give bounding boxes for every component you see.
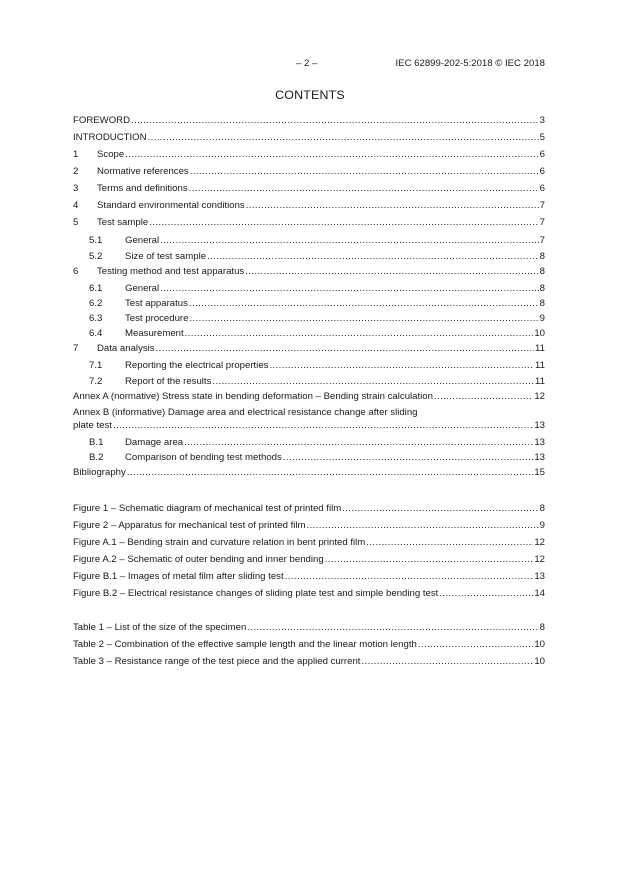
toc-entry-scope[interactable]: 1 Scope ..... 6 [73, 148, 545, 161]
dot-leader [361, 655, 533, 668]
page-header [0, 58, 620, 72]
dot-leader [190, 165, 539, 178]
toc-entry-5-1-general[interactable]: 5.1 General ..... 7 [73, 234, 545, 247]
dot-leader [160, 234, 539, 247]
dot-leader [307, 519, 539, 532]
dot-leader [131, 114, 539, 127]
list-of-figures-entry[interactable]: Figure 2 – Apparatus for mechanical test of printed film ..... 9 [73, 519, 545, 532]
page-ref: 8 [539, 298, 545, 309]
page-title: CONTENTS [275, 88, 345, 102]
dot-leader [247, 621, 538, 634]
toc-entry-standard-environmental-conditions[interactable]: 4 Standard environmental conditions ..... 7 [73, 199, 545, 212]
toc-entry-6-1-general[interactable]: 6.1 General ..... 8 [73, 282, 545, 295]
page-ref: 7 [539, 200, 545, 211]
dot-leader [148, 131, 539, 144]
section-number: 5.1 [89, 235, 103, 246]
section-number: 6.4 [89, 328, 103, 339]
toc-entry-7-2-report-of-results[interactable]: 7.2 Report of the results ..... 11 [73, 375, 545, 388]
page-ref: 12 [534, 554, 545, 565]
page-ref: 6 [539, 183, 545, 194]
section-number: 5.2 [89, 251, 103, 262]
page-ref: 9 [539, 313, 545, 324]
toc-entry-test-sample[interactable]: 5 Test sample ..... 7 [73, 216, 545, 229]
page-ref: 5 [539, 132, 545, 143]
section-number: 4 [73, 200, 79, 211]
page-ref: 8 [539, 622, 545, 633]
dot-leader [212, 375, 534, 388]
document-id: IEC 62899-202-5:2018 © IEC 2018 [395, 58, 545, 69]
dot-leader [149, 216, 538, 229]
page-ref: 8 [539, 251, 545, 262]
dot-leader [366, 536, 533, 549]
section-number: 7.2 [89, 376, 103, 387]
page-ref: 6 [539, 166, 545, 177]
section-number: B.1 [89, 437, 104, 448]
page-ref: 10 [534, 328, 545, 339]
page-ref: 12 [534, 391, 545, 402]
page-ref: 10 [534, 639, 545, 650]
page-ref: 11 [535, 360, 545, 371]
toc-entry-5-2-size-of-test-sample[interactable]: 5.2 Size of test sample ..... 8 [73, 250, 545, 263]
page-ref: 7 [539, 217, 545, 228]
page-ref: 13 [534, 452, 545, 463]
page-ref: 9 [539, 520, 545, 531]
dot-leader [285, 570, 534, 583]
section-number: 3 [73, 183, 79, 194]
page-ref: 8 [539, 503, 545, 514]
toc-entry-bibliography[interactable]: Bibliography ..... 15 [73, 466, 545, 479]
page-ref: 8 [539, 266, 545, 277]
toc-entry-terms-and-definitions[interactable]: 3 Terms and definitions ..... 6 [73, 182, 545, 195]
page-ref: 15 [534, 467, 545, 478]
dot-leader [246, 199, 539, 212]
page-ref: 13 [534, 420, 545, 431]
toc-entry-annex-a[interactable]: Annex A (normative) Stress state in bending deformation – Bending strain calculation ..... 12 [73, 390, 545, 403]
section-number: 6.1 [89, 283, 103, 294]
page-ref: 6 [539, 149, 545, 160]
list-of-tables-entry[interactable]: Table 1 – List of the size of the specimen ..... 8 [73, 621, 545, 634]
dot-leader [113, 419, 533, 432]
section-number: 6.3 [89, 313, 103, 324]
toc-entry-b-2-comparison[interactable]: B.2 Comparison of bending test methods ..... 13 [73, 451, 545, 464]
dot-leader [189, 182, 539, 195]
dot-leader [185, 327, 534, 340]
list-of-figures-entry[interactable]: Figure B.1 – Images of metal film after sliding test ..... 13 [73, 570, 545, 583]
toc-entry-data-analysis[interactable]: 7 Data analysis ..... 11 [73, 342, 545, 355]
dot-leader [125, 148, 538, 161]
dot-leader [189, 312, 538, 325]
toc-entry-normative-references[interactable]: 2 Normative references ..... 6 [73, 165, 545, 178]
section-number: 1 [73, 149, 79, 160]
page-ref: 11 [535, 343, 545, 354]
list-of-figures-entry[interactable]: Figure B.2 – Electrical resistance changes of sliding plate test and simple bending test ..... 14 [73, 587, 545, 600]
dot-leader [189, 297, 539, 310]
page-ref: 13 [534, 571, 545, 582]
dot-leader [434, 390, 533, 403]
page-ref: 13 [534, 437, 545, 448]
list-of-figures-entry[interactable]: Figure A.2 – Schematic of outer bending and inner bending ..... 12 [73, 553, 545, 566]
toc-entry-6-4-measurement[interactable]: 6.4 Measurement ..... 10 [73, 327, 545, 340]
dot-leader [156, 342, 534, 355]
toc-entry-introduction[interactable]: INTRODUCTION ..... 5 [73, 131, 545, 144]
list-of-tables-entry[interactable]: Table 3 – Resistance range of the test piece and the applied current ..... 10 [73, 655, 545, 668]
dot-leader [127, 466, 534, 479]
dot-leader [342, 502, 538, 515]
toc-entry-6-3-test-procedure[interactable]: 6.3 Test procedure ..... 9 [73, 312, 545, 325]
section-number: 6.2 [89, 298, 103, 309]
list-of-figures-entry[interactable]: Figure A.1 – Bending strain and curvature relation in bent printed film ..... 12 [73, 536, 545, 549]
dot-leader [160, 282, 539, 295]
dot-leader [325, 553, 534, 566]
section-number: 6 [73, 266, 79, 277]
section-number: B.2 [89, 452, 104, 463]
toc-entry-annex-b-line1[interactable]: Annex B (informative) Damage area and electrical resistance change after sliding [73, 407, 418, 418]
dot-leader [418, 638, 534, 651]
toc-entry-annex-b[interactable]: plate test ..... 13 [73, 419, 545, 432]
toc-entry-foreword[interactable]: FOREWORD ..... 3 [73, 114, 545, 127]
dot-leader [439, 587, 533, 600]
page-ref: 8 [539, 283, 545, 294]
toc-entry-6-2-test-apparatus[interactable]: 6.2 Test apparatus ..... 8 [73, 297, 545, 310]
section-number: 5 [73, 217, 79, 228]
dot-leader [245, 265, 538, 278]
page-ref: 7 [539, 235, 545, 246]
section-number: 2 [73, 166, 79, 177]
page-ref: 12 [534, 537, 545, 548]
list-of-figures-entry[interactable]: Figure 1 – Schematic diagram of mechanical test of printed film ..... 8 [73, 502, 545, 515]
dot-leader [184, 436, 533, 449]
page-number: – 2 – [296, 58, 318, 69]
toc-entry-b-1-damage-area[interactable]: B.1 Damage area ..... 13 [73, 436, 545, 449]
dot-leader [269, 359, 534, 372]
section-number: 7.1 [89, 360, 103, 371]
toc-entry-testing-method[interactable]: 6 Testing method and test apparatus ..... 8 [73, 265, 545, 278]
list-of-tables-entry[interactable]: Table 2 – Combination of the effective sample length and the linear motion length ..... 10 [73, 638, 545, 651]
dot-leader [283, 451, 534, 464]
toc-entry-7-1-reporting[interactable]: 7.1 Reporting the electrical properties ..... 11 [73, 359, 545, 372]
page-ref: 11 [535, 376, 545, 387]
page-ref: 14 [534, 588, 545, 599]
section-number: 7 [73, 343, 79, 354]
page-ref: 3 [539, 115, 545, 126]
dot-leader [207, 250, 539, 263]
page-ref: 10 [534, 656, 545, 667]
